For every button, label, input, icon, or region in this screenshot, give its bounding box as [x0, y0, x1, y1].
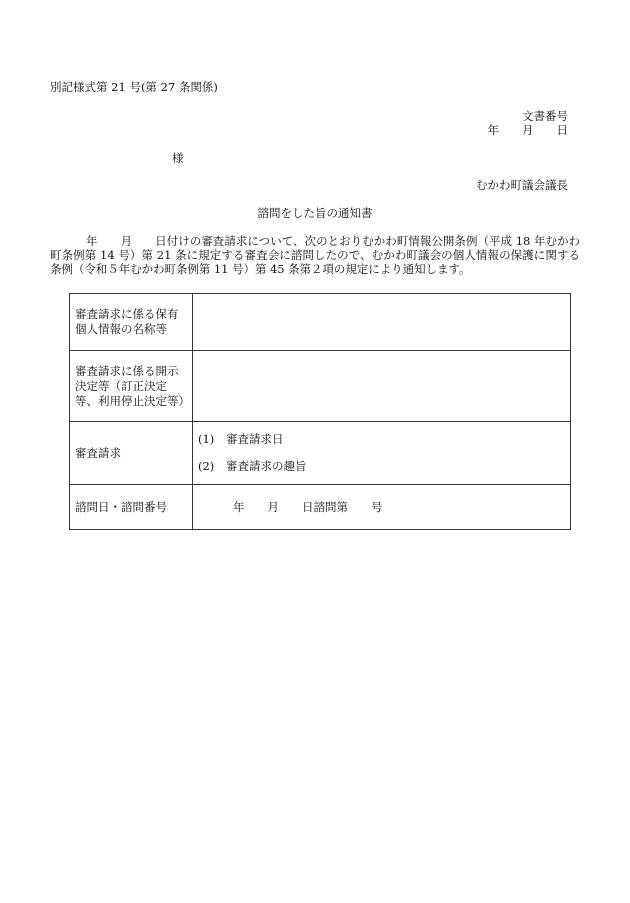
form-number-label: 別記様式第 21 号(第 27 条関係): [50, 80, 218, 94]
field-review-request[interactable]: [193, 422, 571, 485]
table-row: [70, 485, 571, 530]
notice-form-table: [69, 293, 571, 530]
field-disclosure-decision[interactable]: [193, 351, 571, 422]
addressee-honorific: 様: [172, 151, 184, 165]
row-label-personal-info-name: 審査請求に係る保有個人情報の名称等: [70, 294, 193, 351]
sender-name: むかわ町議会議長: [476, 178, 568, 192]
document-title: 諮問をした旨の通知書: [257, 206, 373, 220]
field-personal-info-name[interactable]: [193, 294, 571, 351]
row-label-review-request: 審査請求: [70, 422, 193, 485]
item-text: 審査請求の趣旨: [226, 459, 307, 473]
table-row: [70, 351, 571, 422]
item-number: (2): [198, 459, 215, 473]
row-label-disclosure-decision: 審査請求に係る開示決定等（訂正決定等、利用停止決定等）: [70, 351, 193, 422]
document-date: 年 月 日: [487, 123, 568, 137]
notice-body-text: 年 月 日付けの審査請求について、次のとおりむかわ町情報公開条例（平成 18 年むかわ町条例第 14 号）第 21 条に規定する審査会に諮問したので、むかわ町議会の個人情報の保護に関する条例（令和５年むかわ町条例第 11 号）第 45 条第２項の規定により通知します。: [50, 234, 580, 276]
document-number-label: 文書番号: [522, 109, 568, 123]
item-number: (1): [198, 432, 215, 446]
row-label-inquiry-date-number: 諮問日・諮問番号: [70, 485, 193, 530]
review-request-date-item: [198, 432, 565, 447]
item-text: 審査請求日: [226, 432, 284, 446]
table-row: [70, 422, 571, 485]
review-request-purpose-item: [198, 459, 565, 474]
field-inquiry-date-number[interactable]: 年 月 日諮問第 号: [193, 485, 571, 530]
table-row: [70, 294, 571, 351]
